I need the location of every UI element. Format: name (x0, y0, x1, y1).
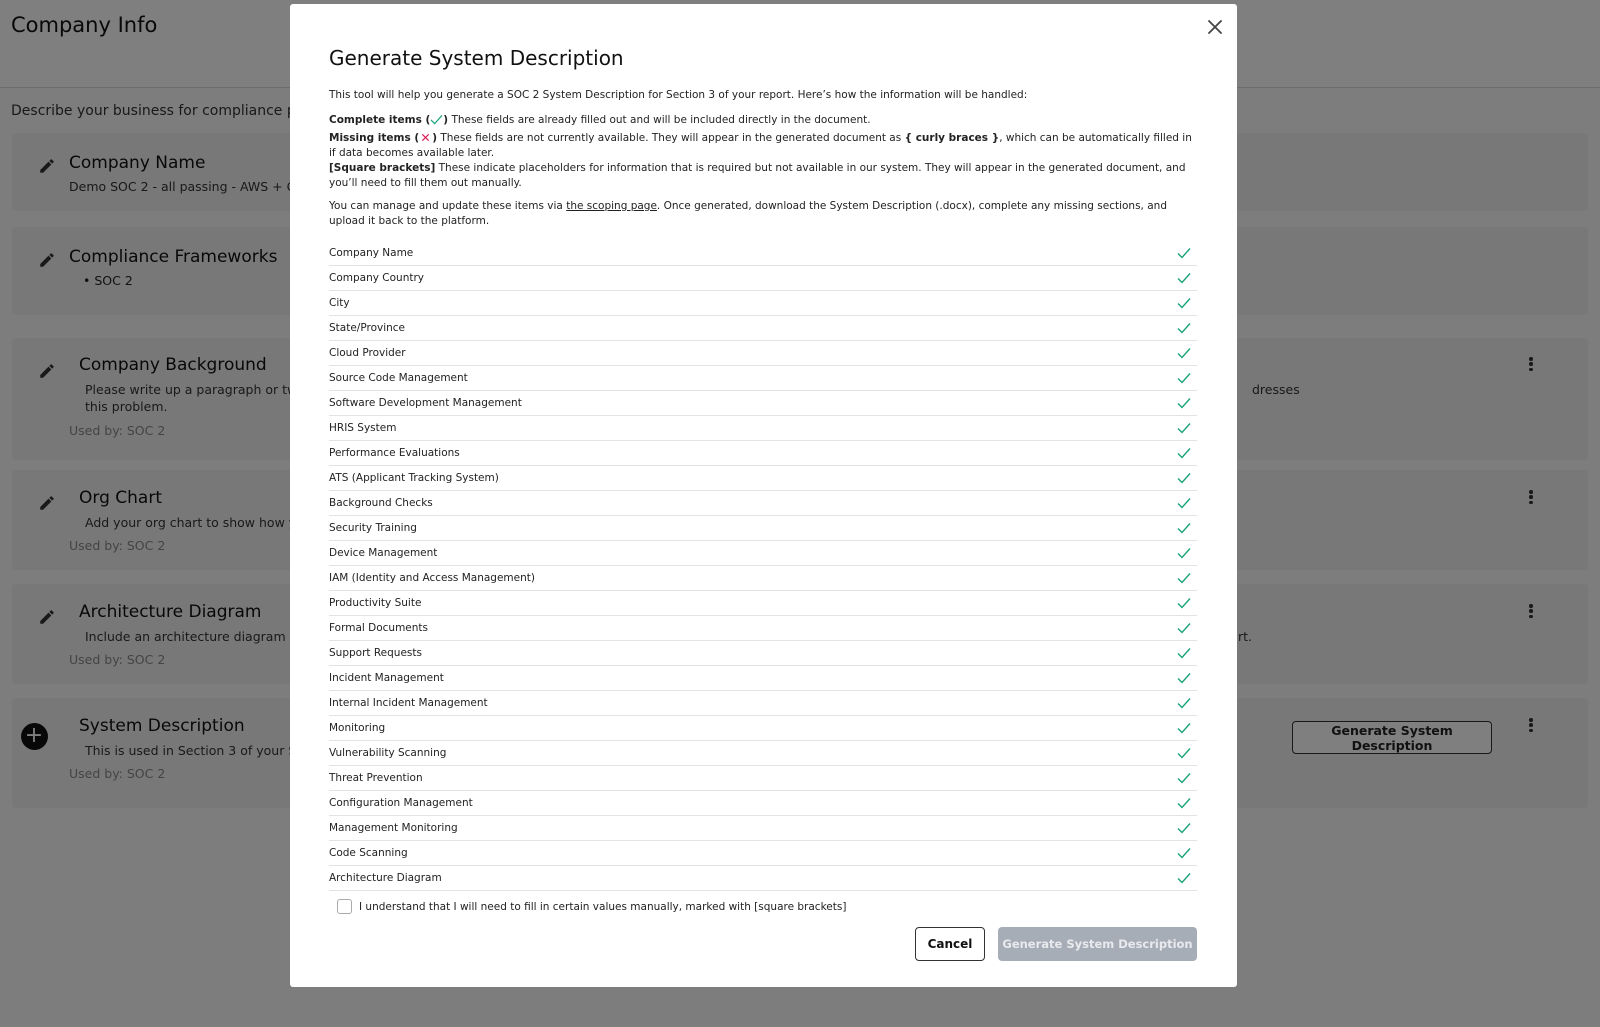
checklist-item (329, 291, 1197, 316)
check-icon (1177, 447, 1191, 459)
check-icon (1177, 722, 1191, 734)
legend-missing (329, 131, 1197, 161)
check-icon (1177, 697, 1191, 709)
checklist-item-label: Support Requests (329, 647, 422, 659)
checklist-item (329, 641, 1197, 666)
check-icon (1177, 797, 1191, 809)
check-icon (1177, 322, 1191, 334)
scoping-page-link[interactable]: the scoping page (566, 200, 657, 212)
legend (329, 113, 1197, 191)
checklist-item-label: Management Monitoring (329, 822, 458, 834)
check-icon (1177, 622, 1191, 634)
complete-label: Complete items ( (329, 114, 431, 126)
confirm-checkbox[interactable] (337, 899, 352, 914)
checklist-item (329, 491, 1197, 516)
checklist-item-label: City (329, 297, 350, 309)
checklist-item (329, 441, 1197, 466)
checklist-item (329, 541, 1197, 566)
checklist-item (329, 866, 1197, 891)
confirm-checkbox-row[interactable] (337, 899, 846, 914)
modal-intro: This tool will help you generate a SOC 2 System Description for Section 3 of your report. Here’s how the information will be handled: (329, 89, 1028, 101)
checklist-item-label: HRIS System (329, 422, 397, 434)
checklist-item (329, 691, 1197, 716)
checklist-item (329, 816, 1197, 841)
checklist-item-label: Company Name (329, 247, 414, 259)
checklist-item-label: IAM (Identity and Access Management) (329, 572, 535, 584)
missing-text-1: These fields are not currently available. They will appear in the generated document as (440, 132, 902, 144)
check-icon (1177, 347, 1191, 359)
check-icon (1177, 522, 1191, 534)
check-icon (1177, 772, 1191, 784)
complete-text: These fields are already filled out and will be included directly in the document. (451, 114, 871, 126)
checklist-item-label: Formal Documents (329, 622, 429, 634)
checklist-item (329, 841, 1197, 866)
cancel-button[interactable]: Cancel (915, 927, 985, 961)
check-icon (1177, 822, 1191, 834)
checklist-item (329, 316, 1197, 341)
checklist-item (329, 341, 1197, 366)
check-icon (1177, 672, 1191, 684)
square-text: These indicate placeholders for information that is required but not available in our system. They will appear in the generated document, and you’ll need to fill them out manually. (329, 162, 1186, 189)
checklist-item (329, 716, 1197, 741)
checklist-item (329, 766, 1197, 791)
checklist-item-label: Monitoring (329, 722, 386, 734)
cross-icon (419, 132, 432, 143)
check-icon (1177, 847, 1191, 859)
check-icon (1177, 572, 1191, 584)
check-icon (1177, 747, 1191, 759)
checklist-item (329, 741, 1197, 766)
check-icon (1177, 422, 1191, 434)
check-icon (1177, 872, 1191, 884)
checklist-item-label: State/Province (329, 322, 406, 334)
checklist-item (329, 516, 1197, 541)
missing-label-end: ) (432, 132, 437, 144)
checklist-item-label: Security Training (329, 522, 417, 534)
checklist-item (329, 241, 1197, 266)
checklist-item-label: Incident Management (329, 672, 444, 684)
checklist-item (329, 266, 1197, 291)
checklist-item-label: Vulnerability Scanning (329, 747, 447, 759)
modal-title: Generate System Description (329, 46, 624, 70)
missing-label: Missing items ( (329, 132, 420, 144)
checklist-item (329, 416, 1197, 441)
close-icon[interactable] (1204, 16, 1226, 38)
checklist-item-label: Company Country (329, 272, 425, 284)
check-icon (1177, 297, 1191, 309)
checklist-item-label: Source Code Management (329, 372, 468, 384)
check-icon (430, 114, 443, 125)
checklist-item-label: Software Development Management (329, 397, 522, 409)
checklist-item-label: Background Checks (329, 497, 433, 509)
missing-curly: { curly braces } (904, 132, 1000, 144)
generate-system-description-button[interactable]: Generate System Description (998, 927, 1197, 961)
checklist-item-label: Internal Incident Management (329, 697, 488, 709)
checklist-item-label: Configuration Management (329, 797, 473, 809)
checklist-item (329, 666, 1197, 691)
checklist-item (329, 616, 1197, 641)
check-icon (1177, 597, 1191, 609)
checklist-item (329, 466, 1197, 491)
manage-text-2: . Once generated, download the System Description (.docx), complete any missing sections, and upload it back to the platform. (329, 200, 1167, 227)
checklist-item (329, 391, 1197, 416)
checklist-item-label: Threat Prevention (329, 772, 423, 784)
manage-paragraph (329, 199, 1197, 229)
checklist-item-label: Device Management (329, 547, 438, 559)
check-icon (1177, 547, 1191, 559)
confirm-text: I understand that I will need to fill in certain values manually, marked with [square brackets] (359, 900, 847, 913)
complete-label-end: ) (443, 114, 449, 126)
missing-text-2: , which can be automatically filled in if data becomes available later. (329, 132, 1192, 159)
checklist-item (329, 791, 1197, 816)
legend-complete (329, 113, 1197, 128)
checklist-item-label: Code Scanning (329, 847, 408, 859)
check-icon (1177, 397, 1191, 409)
check-icon (1177, 497, 1191, 509)
checklist-item-label: Performance Evaluations (329, 447, 460, 459)
checklist-item (329, 591, 1197, 616)
system-description-items-list (329, 241, 1197, 891)
check-icon (1177, 372, 1191, 384)
square-label: [Square brackets] (329, 162, 436, 174)
checklist-item-label: Cloud Provider (329, 347, 406, 359)
check-icon (1177, 647, 1191, 659)
manage-text-1: You can manage and update these items via (329, 200, 563, 212)
check-icon (1177, 272, 1191, 284)
checklist-item-label: ATS (Applicant Tracking System) (329, 472, 499, 484)
checklist-item (329, 366, 1197, 391)
generate-system-description-modal (290, 4, 1237, 987)
legend-square (329, 161, 1197, 191)
check-icon (1177, 247, 1191, 259)
checklist-item-label: Productivity Suite (329, 597, 422, 609)
check-icon (1177, 472, 1191, 484)
checklist-item (329, 566, 1197, 591)
checklist-item-label: Architecture Diagram (329, 872, 442, 884)
